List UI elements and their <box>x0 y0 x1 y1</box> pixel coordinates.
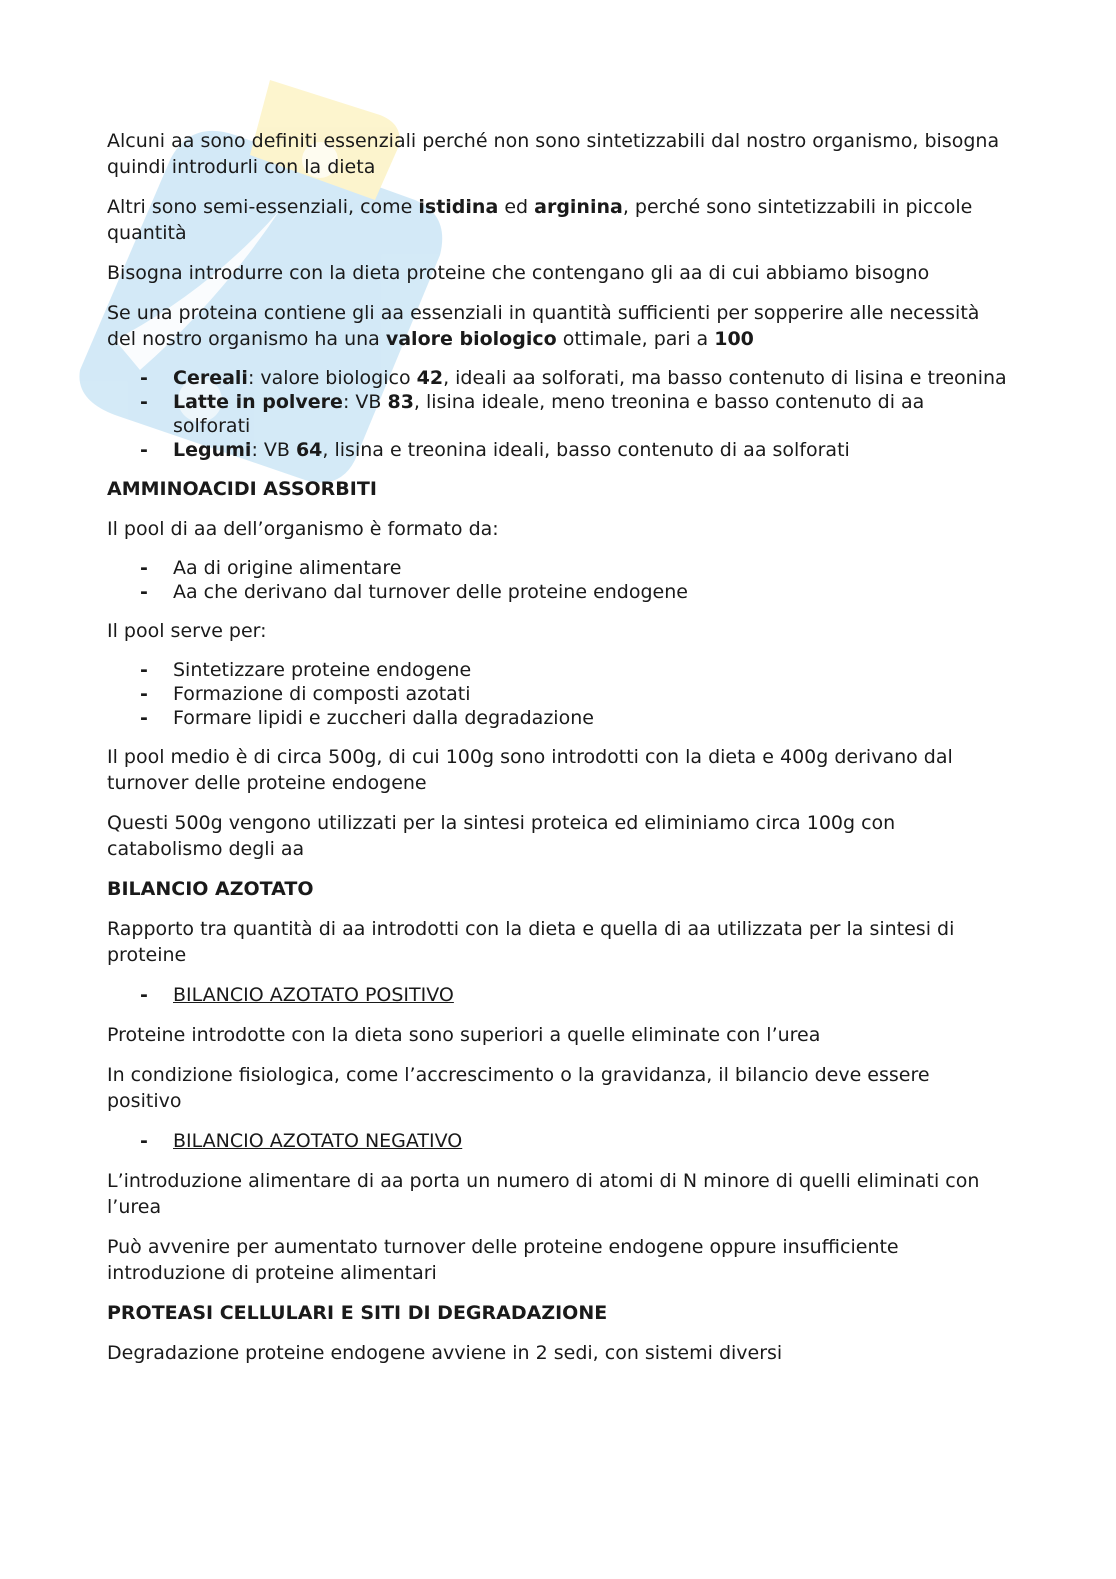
pool-sources-list <box>107 556 1007 604</box>
heading-bilancio-azotato: BILANCIO AZOTATO <box>107 878 314 900</box>
dash-bullet: - <box>140 439 148 461</box>
dash-bullet: - <box>140 707 148 729</box>
paragraph-biological-value: Se una proteina contiene gli aa essenziali in quantità sufficienti per sopperire alle necessità del nostro organismo ha una valore biologico ottimale, pari a 100 <box>107 302 980 350</box>
paragraph-pool-uses: Il pool serve per: <box>107 620 267 642</box>
paragraph-pool-formed: Il pool di aa dell’organismo è formato da: <box>107 518 499 540</box>
dash-bullet: - <box>140 367 148 389</box>
paragraph-pool-average: Il pool medio è di circa 500g, di cui 100g sono introdotti con la dieta e 400g derivano dal turnover delle proteine endogene <box>107 746 953 794</box>
dash-bullet: - <box>140 1130 148 1152</box>
term-valore-biologico: valore biologico <box>385 328 557 350</box>
subheading-bilancio-negativo: BILANCIO AZOTATO NEGATIVO <box>173 1130 463 1152</box>
heading-proteasi-cellulari: PROTEASI CELLULARI E SITI DI DEGRADAZIONE <box>107 1302 608 1324</box>
subheading-positive-list <box>107 982 1007 1008</box>
paragraph-degradation-sites: Degradazione proteine endogene avviene in 2 sedi, con sistemi diversi <box>107 1342 783 1364</box>
list-item: - Formazione di composti azotati <box>140 683 471 705</box>
list-item: - Aa di origine alimentare <box>140 557 402 579</box>
dash-bullet: - <box>140 984 148 1006</box>
list-item <box>140 982 1007 1008</box>
paragraph-bilancio-definition: Rapporto tra quantità di aa introdotti con la dieta e quella di aa utilizzata per la sintesi di proteine <box>107 918 955 966</box>
pool-uses-list <box>107 658 1007 730</box>
term-istidina: istidina <box>418 196 499 218</box>
paragraph-positive-1: Proteine introdotte con la dieta sono superiori a quelle eliminate con l’urea <box>107 1024 821 1046</box>
paragraph-semi-essential: Altri sono semi-essenziali, come istidina ed arginina, perché sono sintetizzabili in piccole quantità <box>107 196 973 244</box>
paragraph-negative-1: L’introduzione alimentare di aa porta un numero di atomi di N minore di quelli eliminati con l’urea <box>107 1170 980 1218</box>
subheading-bilancio-positivo: BILANCIO AZOTATO POSITIVO <box>173 984 454 1006</box>
term-arginina: arginina <box>534 196 623 218</box>
paragraph-negative-2: Può avvenire per aumentato turnover delle proteine endogene oppure insufficiente introduzione di proteine alimentari <box>107 1236 899 1284</box>
list-item: - Sintetizzare proteine endogene <box>140 659 472 681</box>
list-item: - Legumi: VB 64, lisina e treonina ideali, basso contenuto di aa solforati <box>140 439 850 461</box>
list-item: - Latte in polvere: VB 83, lisina ideale, meno treonina e basso contenuto di aa solforati <box>140 391 925 437</box>
dash-bullet: - <box>140 659 148 681</box>
list-item <box>140 1128 1007 1154</box>
dash-bullet: - <box>140 557 148 579</box>
paragraph-essential-aa: Alcuni aa sono definiti essenziali perché non sono sintetizzabili dal nostro organismo, bisogna quindi introdurli con la dieta <box>107 130 1000 178</box>
paragraph-positive-2: In condizione fisiologica, come l’accrescimento o la gravidanza, il bilancio deve essere positivo <box>107 1064 930 1112</box>
dash-bullet: - <box>140 581 148 603</box>
list-item: - Formare lipidi e zuccheri dalla degradazione <box>140 707 594 729</box>
food-value-list <box>107 366 1007 462</box>
heading-amminoacidi-assorbiti: AMMINOACIDI ASSORBITI <box>107 478 377 500</box>
list-item: - Aa che derivano dal turnover delle proteine endogene <box>140 581 688 603</box>
paragraph-pool-usage: Questi 500g vengono utilizzati per la sintesi proteica ed eliminiamo circa 100g con catabolismo degli aa <box>107 812 896 860</box>
subheading-negative-list <box>107 1128 1007 1154</box>
paragraph-diet-proteins: Bisogna introdurre con la dieta proteine che contengano gli aa di cui abbiamo bisogno <box>107 262 930 284</box>
dash-bullet: - <box>140 391 148 413</box>
list-item: - Cereali: valore biologico 42, ideali aa solforati, ma basso contenuto di lisina e treonina <box>140 367 1007 389</box>
value-100: 100 <box>714 328 754 350</box>
document-page <box>107 128 1007 1380</box>
dash-bullet: - <box>140 683 148 705</box>
